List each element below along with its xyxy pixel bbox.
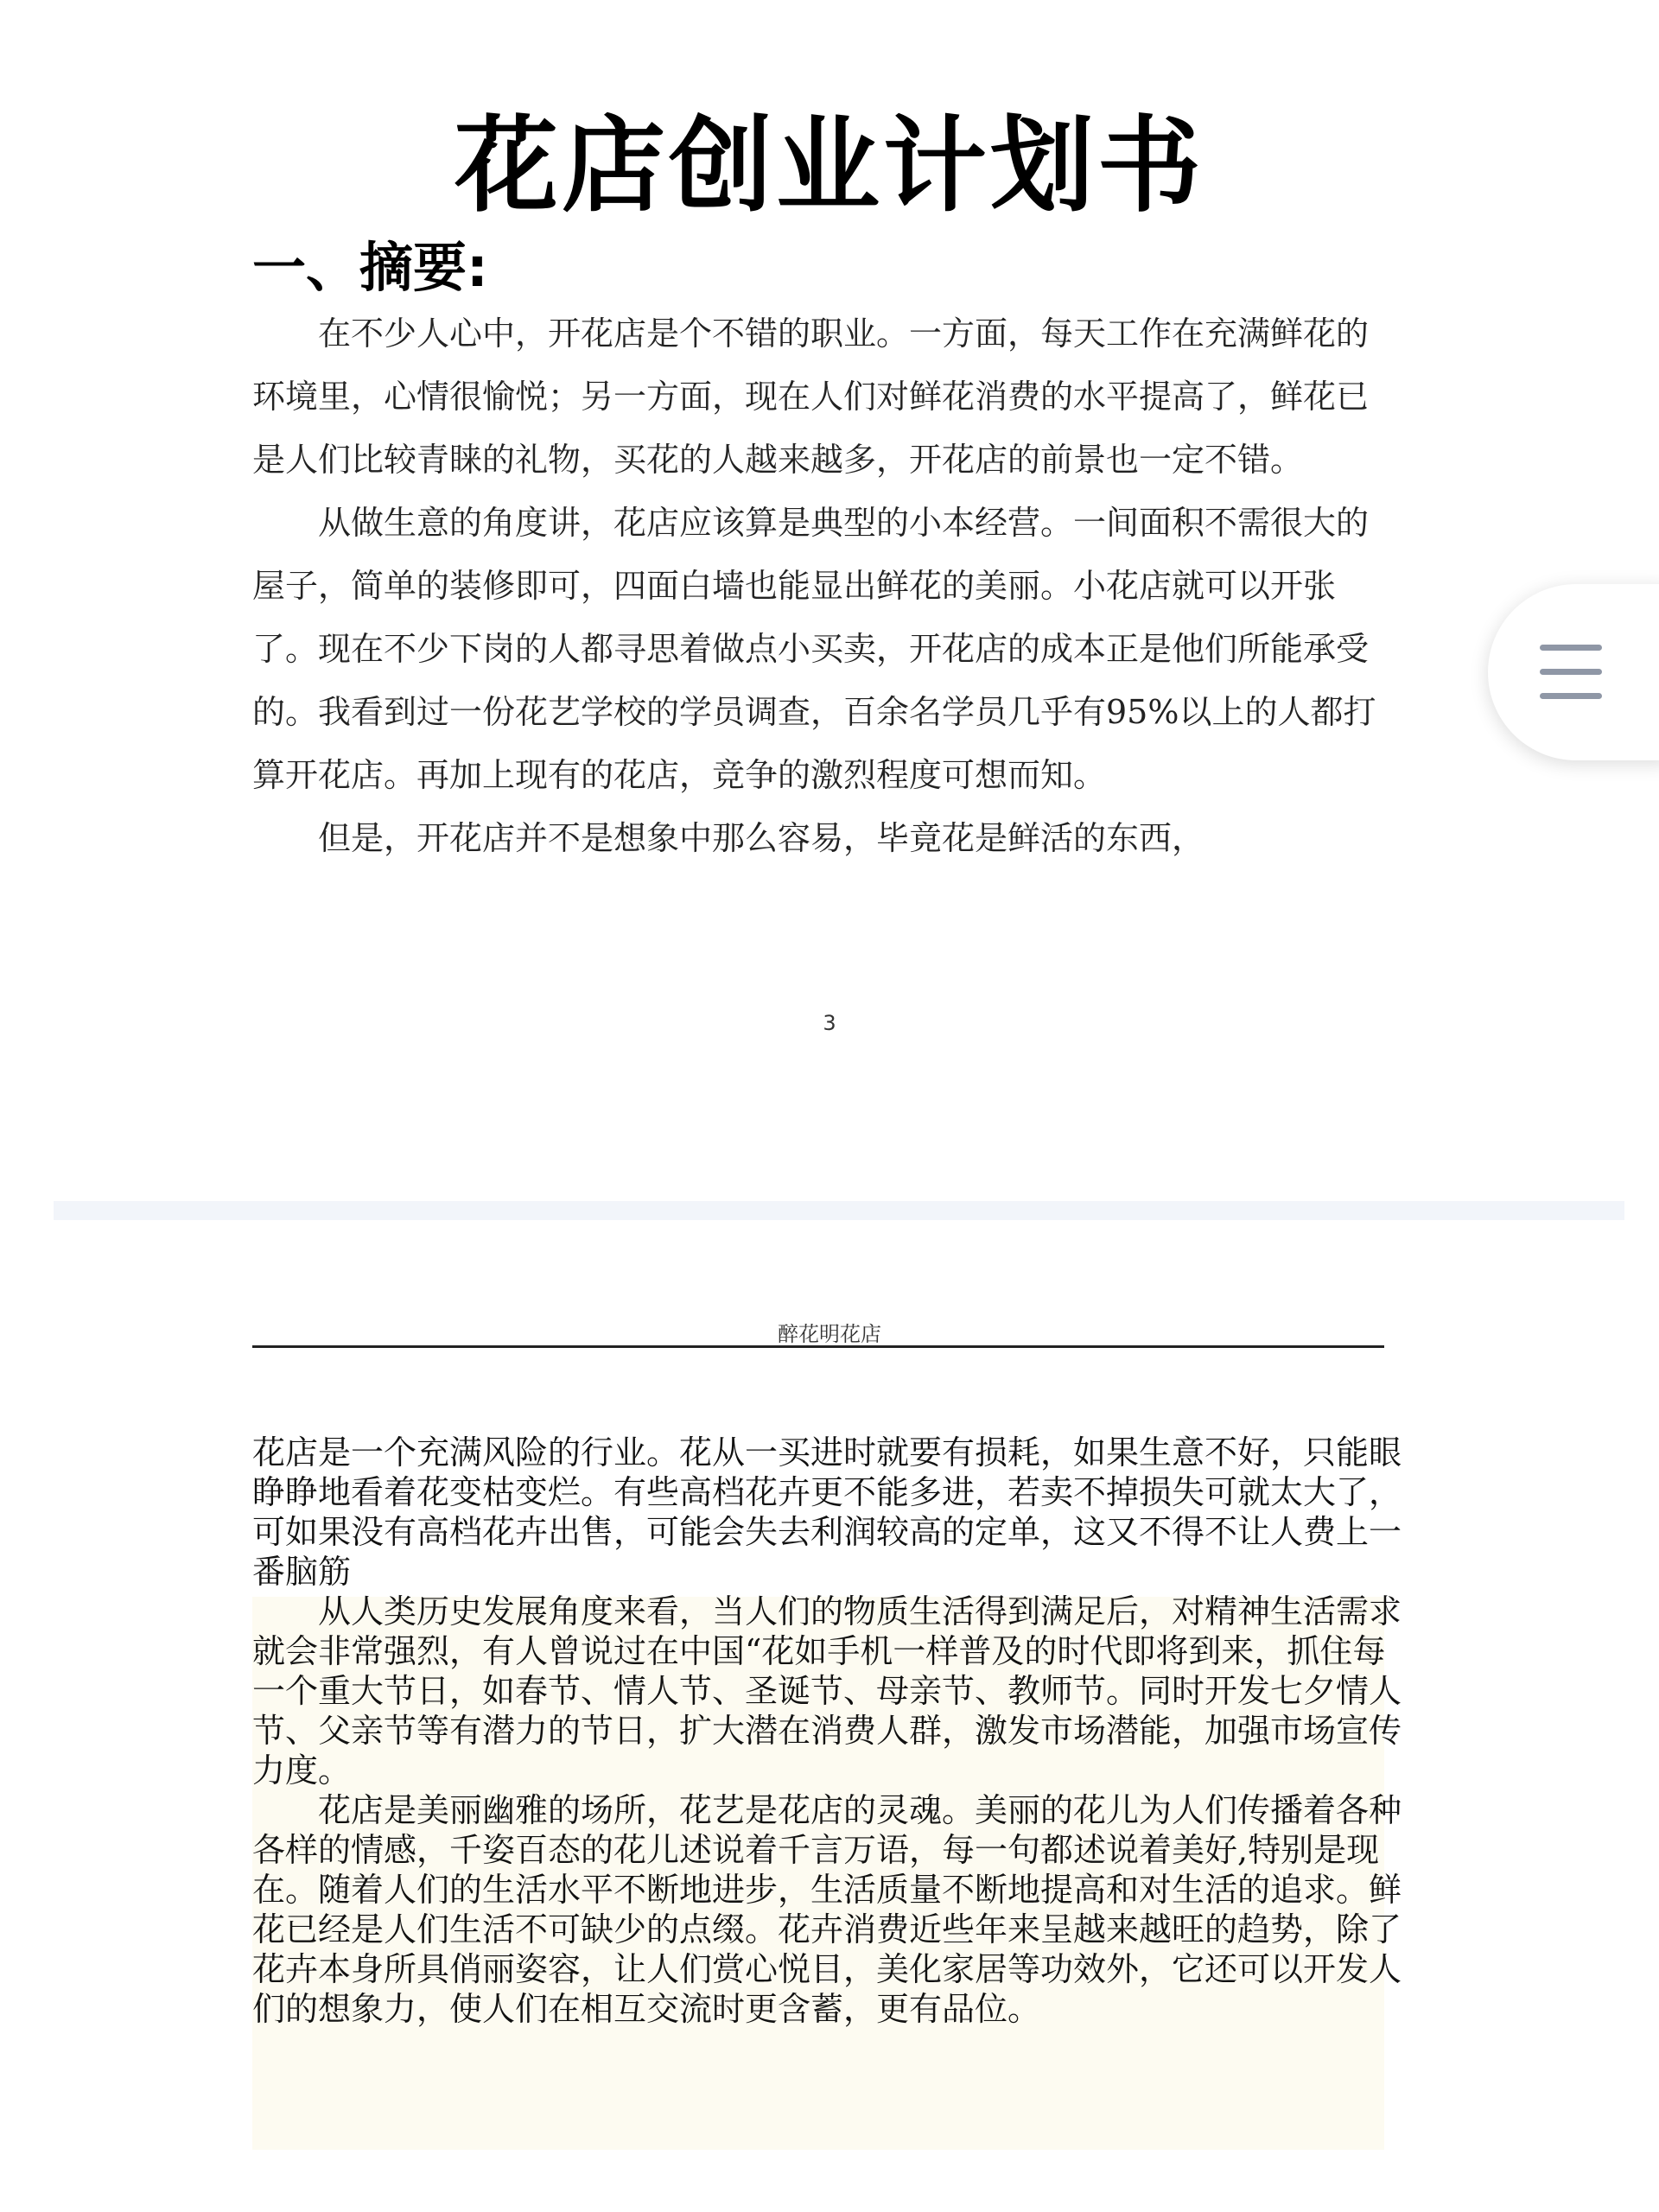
page-number: 3 (823, 1011, 836, 1035)
page-1-body (252, 302, 1393, 870)
section-heading-summary: 一、摘要: (252, 236, 488, 299)
paragraph: 从人类历史发展角度来看，当人们的物质生活得到满足后，对精神生活需求就会非常强烈，有人曾说过在中国“花如手机一样普及的时代即将到来，抓住每一个重大节日，如春节、情人节、圣诞节、母亲节、教师节。同时开发七夕情人节、父亲节等有潜力的节日，扩大潜在消费人群，激发市场潜能，加强市场宣传力度。 (252, 1592, 1402, 1789)
document-title: 花店创业计划书 (454, 106, 1205, 226)
paragraph: 从做生意的角度讲，花店应该算是典型的小本经营。一间面积不需很大的屋子，简单的装修即可，四面白墙也能显出鲜花的美丽。小花店就可以开张了。现在不少下岗的人都寻思着做点小买卖，开花店的成本正是他们所能承受的。我看到过一份花艺学校的学员调查，百余名学员几乎有95%以上的人都打算开花店。再加上现有的花店，竞争的激烈程度可想而知。 (252, 504, 1376, 794)
paragraph: 但是，开花店并不是想象中那么容易，毕竟花是鲜活的东西， (318, 819, 1205, 857)
paragraph: 花店是一个充满风险的行业。花从一买进时就要有损耗，如果生意不好，只能眼睁睁地看着花变枯变烂。有些高档花卉更不能多进，若卖不掉损失可就太大了，可如果没有高档花卉出售，可能会失去利润较高的定单，这又不得不让人费上一番脑筋 (252, 1433, 1402, 1591)
page-2-body (252, 1433, 1402, 2029)
paragraph: 花店是美丽幽雅的场所，花艺是花店的灵魂。美丽的花儿为人们传播着各种各样的情感，千姿百态的花儿述说着千言万语，每一句都述说着美好,特别是现在。随着人们的生活水平不断地进步，生活质量不断地提高和对生活的追求。鲜花已经是人们生活不可缺少的点缀。花卉消费近些年来呈越来越旺的趋势，除了花卉本身所具俏丽姿容，让人们赏心悦目，美化家居等功效外，它还可以开发人们的想象力，使人们在相互交流时更含蓄，更有品位。 (252, 1791, 1402, 2028)
floating-menu-button[interactable] (1488, 584, 1659, 760)
page-separator (54, 1201, 1624, 1220)
page-running-header: 醉花明花店 (778, 1322, 881, 1346)
header-divider (252, 1345, 1384, 1348)
hamburger-menu-icon (1540, 645, 1602, 700)
paragraph: 在不少人心中，开花店是个不错的职业。一方面，每天工作在充满鲜花的环境里，心情很愉悦；另一方面，现在人们对鲜花消费的水平提高了，鲜花已是人们比较青睐的礼物，买花的人越来越多，开花店的前景也一定不错。 (252, 315, 1370, 479)
